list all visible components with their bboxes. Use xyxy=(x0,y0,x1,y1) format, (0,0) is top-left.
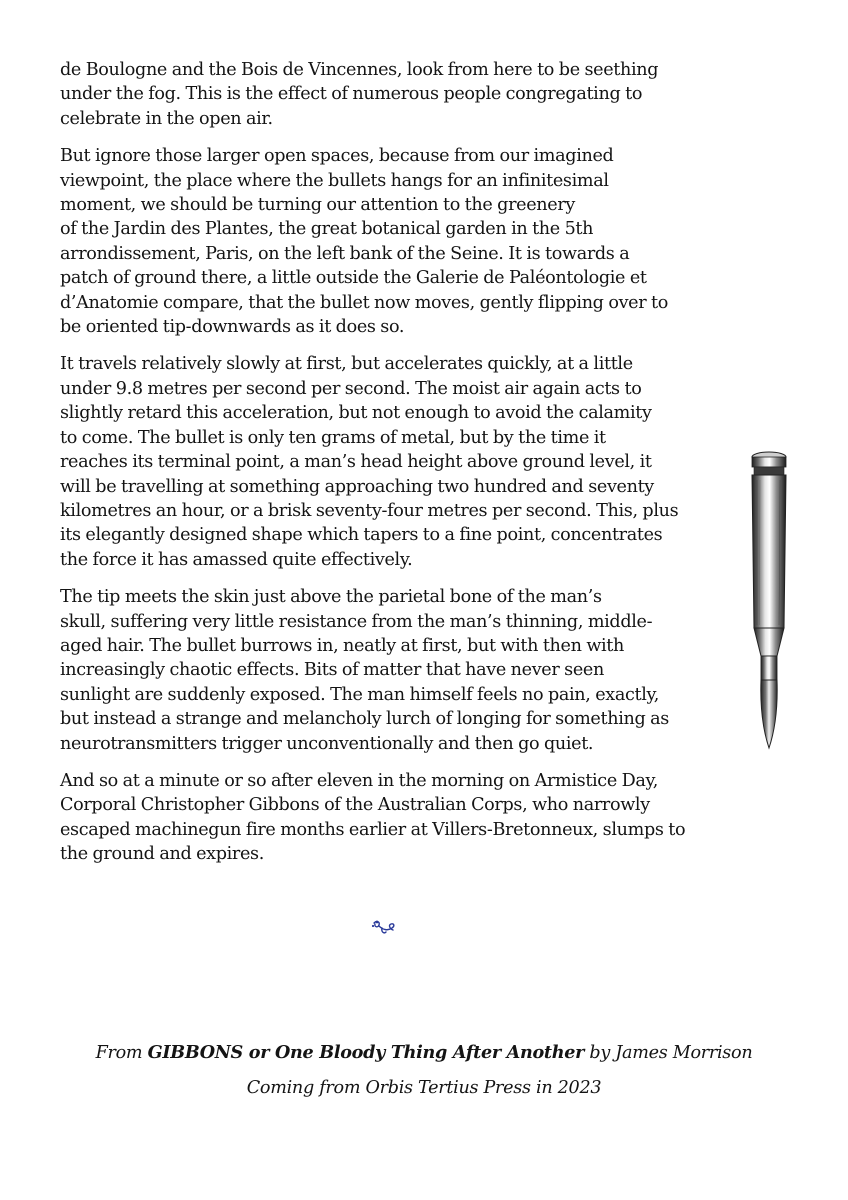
fleuron-ornament xyxy=(370,918,398,936)
book-title: GIBBONS or One Bloody Thing After Another xyxy=(147,1042,585,1063)
publication-note: Coming from Orbis Tertius Press in 2023 xyxy=(246,1078,602,1098)
bullet-illustration xyxy=(742,450,798,750)
paragraph-1: de Boulogne and the Bois de Vincennes, look from here to be seething under the fog. This is the effect of numerous people congregating to celebrate in the open air. xyxy=(60,60,659,129)
paragraph-3: It travels relatively slowly at first, but accelerates quickly, at a little under 9.8 metres per second per second. The moist air again acts to slightly retard this acceleration, but not enough to avoid the calamity to come. The bullet is only ten grams of metal, but by the time it reaches its terminal point, a man’s head height above ground level, it will be travelling at something approaching two hundred and seventy kilometres an hour, or a brisk seventy-four metres per second. This, plus its elegantly designed shape which tapers to a fine point, concentrates the force it has amassed quite effectively. xyxy=(60,354,679,570)
paragraph-5: And so at a minute or so after eleven in the morning on Armistice Day, Corporal Christopher Gibbons of the Australian Corps, who narrowly escaped machinegun fire months earlier at Villers-Bretonneux, slumps to the ground and expires. xyxy=(60,770,686,865)
book-attribution xyxy=(0,1042,848,1063)
paragraph-2: But ignore those larger open spaces, because from our imagined viewpoint, the place where the bullets hangs for an infinitesimal moment, we should be turning our attention to the greenery of the Jardin des Plantes, the great botanical garden in the 5th arrondissement, Paris, on the left bank of the Seine. It is towards a patch of ground there, a little outside the Galerie de Paléontologie et d’Anatomie compare, that the bullet now moves, gently flipping over to be oriented tip-downwards as it does so. xyxy=(60,146,668,338)
paragraph-4: The tip meets the skin just above the parietal bone of the man’s skull, suffering very little resistance from the man’s thinning, middle- aged hair. The bullet burrows in, neatly at first, but with then with increasingly chaotic effects. Bits of matter that have never seen sunlight are suddenly exposed. The man himself feels no pain, exactly, but instead a strange and melancholy lurch of longing for something as neurotransmitters trigger unconventionally and then go quiet. xyxy=(60,587,669,754)
body-text xyxy=(60,58,720,880)
author-credit: by James Morrison xyxy=(584,1043,753,1063)
attribution-prefix: From xyxy=(95,1043,148,1063)
